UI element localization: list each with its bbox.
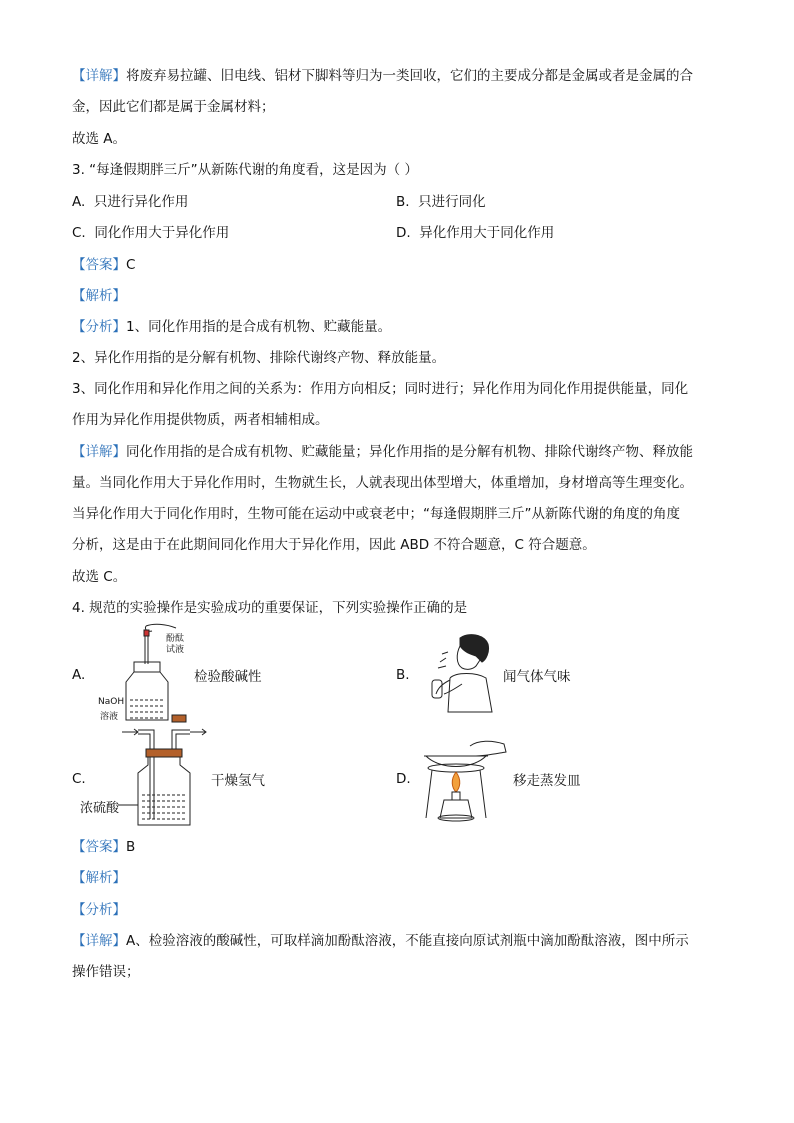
- q3-analysis-tag: 【解析】: [72, 288, 126, 304]
- q3-fenxi-line-4: 作用为异化作用提供物质，两者相辅相成。: [72, 412, 329, 428]
- option-text: 同化作用大于异化作用: [94, 225, 230, 241]
- q4-option-d-text: 移走蒸发皿: [513, 773, 581, 789]
- q4-option-b-text: 闻气体气味: [503, 669, 571, 685]
- q4-option-b-letter: B.: [396, 667, 410, 683]
- option-letter: B.: [396, 194, 410, 210]
- option-text: 异化作用大于同化作用: [419, 225, 555, 241]
- q3-detail-line-3: 当异化作用大于同化作用时，生物可能在运动中或衰老中；“每逢假期胖三斤”从新陈代谢的角度的角度: [72, 506, 680, 522]
- answer-value: C: [126, 257, 136, 273]
- option-text: 只进行异化作用: [93, 194, 189, 210]
- q4-answer: [72, 837, 135, 857]
- q4-option-a-text: 检验酸碱性: [194, 669, 262, 685]
- q3-detail-line-4: 分析，这是由于在此期间同化作用大于异化作用，因此 ABD 不符合题意，C 符合题意。: [72, 537, 596, 553]
- q4-detail-line-1: [72, 931, 689, 951]
- q3-option-a: [72, 192, 188, 212]
- fenxi-tag: 【分析】: [72, 319, 126, 335]
- answer-tag: 【答案】: [72, 257, 126, 273]
- q4-stem: 4. 规范的实验操作是实验成功的重要保证，下列实验操作正确的是: [72, 600, 468, 616]
- fig-label-naoh: NaOH: [98, 697, 125, 707]
- q3-option-c: [72, 223, 229, 243]
- q3-detail-line-1: [72, 442, 693, 462]
- detail-tag: 【详解】: [72, 68, 126, 84]
- q3-detail-line-2: 量。当同化作用大于异化作用时，生物就生长，人就表现出体型增大，体重增加，身材增高等生理变化。: [72, 475, 693, 491]
- detail-text: A、检验溶液的酸碱性，可取样滴加酚酞溶液，不能直接向原试剂瓶中滴加酚酞溶液，图中所示: [126, 933, 689, 949]
- q4-option-d-letter: D.: [396, 771, 411, 787]
- q4-option-c-text: 干燥氢气: [211, 773, 265, 789]
- option-letter: D.: [396, 225, 411, 241]
- fig-label-sulfuric-acid: 浓硫酸: [80, 801, 120, 816]
- prev-choose: 故选 A。: [72, 131, 127, 147]
- q4-option-a-letter: A.: [72, 667, 86, 683]
- fenxi-text: 1、同化作用指的是合成有机物、贮藏能量。: [126, 319, 392, 335]
- q3-option-b: [396, 192, 486, 212]
- detail-tag: 【详解】: [72, 444, 126, 460]
- option-letter: A.: [72, 194, 86, 210]
- fig-label-reagent: 试液: [166, 645, 185, 655]
- q3-fenxi-line-2: 2、异化作用指的是分解有机物、排除代谢终产物、释放能量。: [72, 350, 446, 366]
- q4-fenxi-tag: 【分析】: [72, 902, 126, 918]
- q3-answer: [72, 255, 135, 275]
- fig-label-phenolphthalein: 酚酞: [166, 634, 185, 644]
- detail-tag: 【详解】: [72, 933, 126, 949]
- q3-fenxi-line-1: [72, 317, 391, 337]
- answer-value: B: [126, 839, 136, 855]
- q3-choose: 故选 C。: [72, 569, 127, 585]
- gas-washing-bottle-figure: [118, 713, 210, 828]
- answer-tag: 【答案】: [72, 839, 126, 855]
- fig-label-solution: 溶液: [100, 712, 119, 722]
- option-text: 只进行同化: [418, 194, 486, 210]
- prev-detail-line-1: [72, 66, 693, 86]
- detail-text: 将废弃易拉罐、旧电线、铝材下脚料等归为一类回收，它们的主要成分都是金属或者是金属的合: [126, 68, 693, 84]
- evaporating-dish-figure: [420, 738, 510, 824]
- q3-fenxi-line-3: 3、同化作用和异化作用之间的关系为：作用方向相反；同时进行；异化作用为同化作用提供能量，同化: [72, 381, 689, 397]
- smelling-person-figure: [420, 632, 500, 714]
- q4-detail-line-2: 操作错误；: [72, 964, 140, 980]
- prev-detail-line-2: 金，因此它们都是属于金属材料；: [72, 99, 275, 115]
- q3-stem: 3. “每逢假期胖三斤”从新陈代谢的角度看，这是因为（ ）: [72, 162, 418, 178]
- q4-option-c-letter: C.: [72, 771, 86, 787]
- q4-analysis-tag: 【解析】: [72, 870, 126, 886]
- option-letter: C.: [72, 225, 86, 241]
- detail-text: 同化作用指的是合成有机物、贮藏能量；异化作用指的是分解有机物、排除代谢终产物、释放能: [126, 444, 693, 460]
- q3-option-d: [396, 223, 554, 243]
